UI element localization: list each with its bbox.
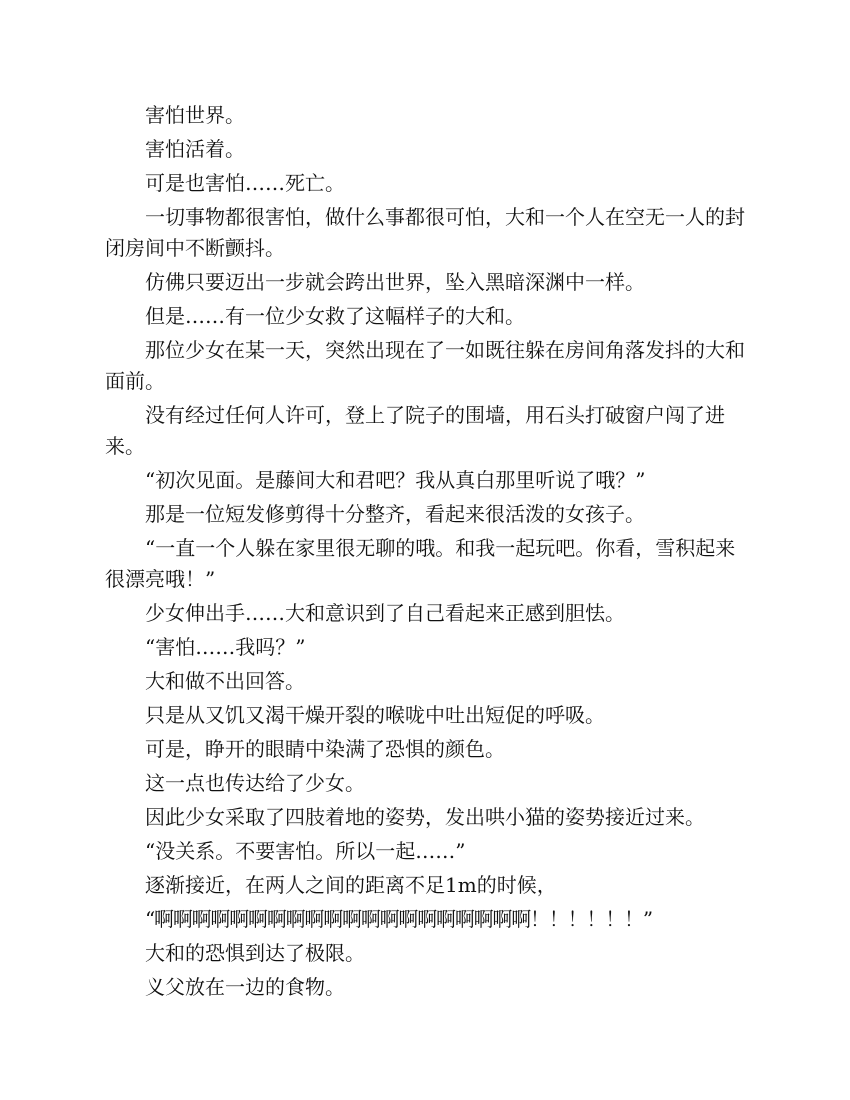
paragraph: 义父放在一边的食物。 (145, 975, 345, 999)
paragraph: 这一点也传达给了少女。 (145, 771, 365, 795)
document-page (105, 100, 755, 1006)
paragraph: 仿佛只要迈出一步就会跨出世界，坠入黑暗深渊中一样。 (145, 270, 645, 294)
paragraph: 大和做不出回答。 (145, 669, 305, 693)
paragraph: 逐渐接近，在两人之间的距离不足1m的时候， (145, 873, 557, 897)
paragraph: 大和的恐惧到达了极限。 (145, 941, 365, 965)
paragraph: 害怕世界。 (145, 103, 245, 127)
paragraph: 只是从又饥又渴干燥开裂的喉咙中吐出短促的呼吸。 (145, 703, 605, 727)
paragraph: 那是一位短发修剪得十分整齐，看起来很活泼的女孩子。 (145, 502, 645, 526)
paragraph: “初次见面。是藤间大和君吧？我从真白那里听说了哦？” (145, 468, 646, 492)
paragraph: “一直一个人躲在家里很无聊的哦。和我一起玩吧。你看，雪积起来很漂亮哦！” (105, 536, 736, 591)
paragraph: “害怕……我吗？” (145, 635, 306, 659)
paragraph: “没关系。不要害怕。所以一起……” (145, 839, 466, 863)
paragraph: 那位少女在某一天，突然出现在了一如既往躲在房间角落发抖的大和面前。 (105, 338, 745, 393)
paragraph: 少女伸出手……大和意识到了自己看起来正感到胆怯。 (145, 601, 625, 625)
paragraph: 可是也害怕……死亡。 (145, 171, 345, 195)
paragraph: 一切事物都很害怕，做什么事都很可怕，大和一个人在空无一人的封闭房间中不断颤抖。 (105, 205, 745, 260)
paragraph: 害怕活着。 (145, 137, 245, 161)
paragraph: 因此少女采取了四肢着地的姿势，发出哄小猫的姿势接近过来。 (145, 805, 705, 829)
paragraph: 没有经过任何人许可，登上了院子的围墙，用石头打破窗户闯了进来。 (105, 403, 725, 458)
paragraph: 可是，睁开的眼睛中染满了恐惧的颜色。 (145, 737, 505, 761)
paragraph: “啊啊啊啊啊啊啊啊啊啊啊啊啊啊啊啊啊啊啊啊！！！！！！” (145, 907, 652, 931)
paragraph: 但是……有一位少女救了这幅样子的大和。 (145, 304, 525, 328)
